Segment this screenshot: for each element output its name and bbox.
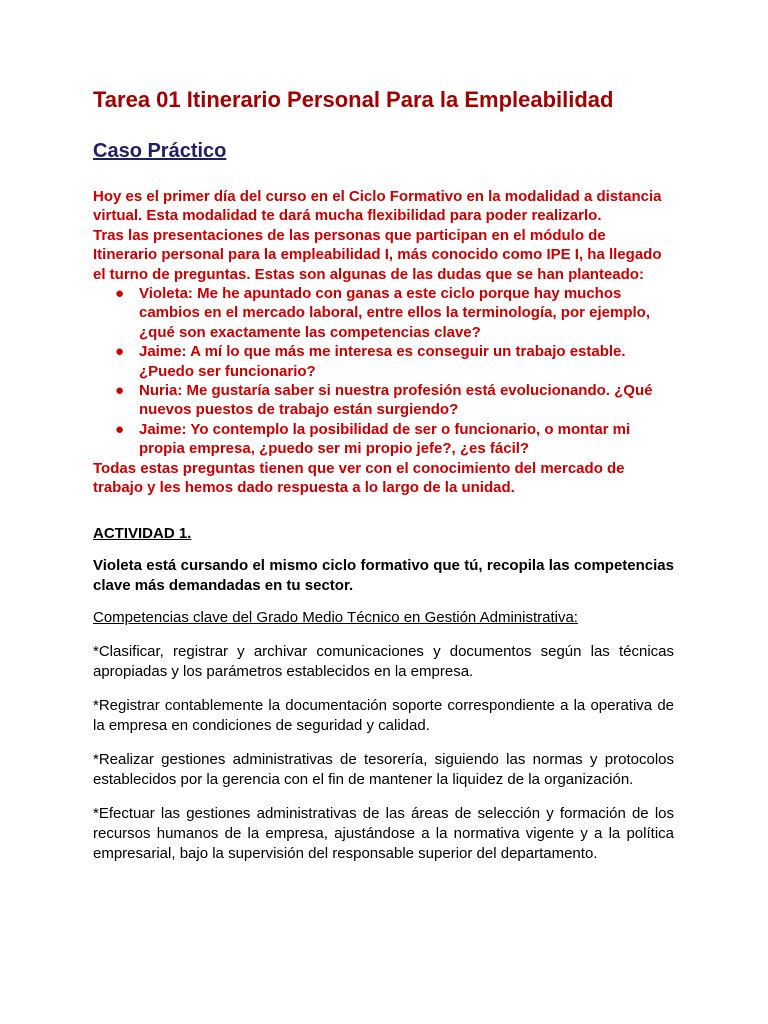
- competency-paragraph: *Clasificar, registrar y archivar comunicaciones y documentos según las técnicas apropiadas y los parámetros establecidos en la empresa.: [93, 642, 674, 680]
- case-heading: Caso Práctico: [93, 140, 227, 162]
- case-text: [93, 187, 674, 498]
- bullet-icon: ●: [115, 420, 125, 438]
- bullet-icon: ●: [115, 285, 125, 303]
- competencies-heading: Competencias clave del Grado Medio Técnico en Gestión Administrativa:: [93, 608, 578, 626]
- competency-paragraph: *Registrar contablemente la documentación soporte correspondiente a la operativa de la empresa en condiciones de seguridad y calidad.: [93, 696, 674, 734]
- document-content: [93, 85, 674, 878]
- intro-paragraph: Tras las presentaciones de las personas que participan en el módulo de Itinerario personal para la empleabilidad I, más conocido como IPE I, ha llegado el turno de preguntas. Estas son algunas de las dudas que se han planteado:: [93, 226, 662, 283]
- document-title: Tarea 01 Itinerario Personal Para la Empleabilidad: [93, 87, 614, 112]
- activity-heading: ACTIVIDAD 1.: [93, 524, 192, 542]
- competencies-list: [93, 642, 674, 864]
- competency-paragraph: *Efectuar las gestiones administrativas de las áreas de selección y formación de los recursos humanos de la empresa, ajustándose a la normativa vigente y a la política empresarial, bajo la supervisión del responsable superior del departamento.: [93, 804, 674, 862]
- questions-list: [93, 284, 674, 459]
- bullet-icon: ●: [115, 343, 125, 361]
- list-item: [115, 381, 674, 420]
- question-text: Jaime: A mí lo que más me interesa es conseguir un trabajo estable. ¿Puedo ser funcionario?: [139, 343, 626, 380]
- activity-task: Violeta está cursando el mismo ciclo formativo que tú, recopila las competencias clave más demandadas en tu sector.: [93, 556, 674, 594]
- bullet-icon: ●: [115, 382, 125, 400]
- question-text: Jaime: Yo contemplo la posibilidad de ser o funcionario, o montar mi propia empresa, ¿puedo ser mi propio jefe?, ¿es fácil?: [139, 420, 631, 458]
- list-item: [115, 284, 674, 342]
- list-item: [115, 420, 674, 459]
- closing-paragraph: Todas estas preguntas tienen que ver con el conocimiento del mercado de trabajo y les hemos dado respuesta a lo largo de la unidad.: [93, 459, 625, 497]
- question-text: Nuria: Me gustaría saber si nuestra profesión está evolucionando. ¿Qué nuevos puestos de trabajo están surgiendo?: [139, 382, 653, 419]
- question-text: Violeta: Me he apuntado con ganas a este ciclo porque hay muchos cambios en el mercado laboral, entre ellos la terminología, por ejemplo, ¿qué son exactamente las competencias clave?: [139, 285, 650, 341]
- intro-paragraph: Hoy es el primer día del curso en el Ciclo Formativo en la modalidad a distancia virtual. Esta modalidad te dará mucha flexibilidad para poder realizarlo.: [93, 188, 662, 225]
- list-item: [115, 342, 674, 381]
- competency-paragraph: *Realizar gestiones administrativas de tesorería, siguiendo las normas y protocolos establecidos por la gerencia con el fin de mantener la liquidez de la organización.: [93, 750, 674, 788]
